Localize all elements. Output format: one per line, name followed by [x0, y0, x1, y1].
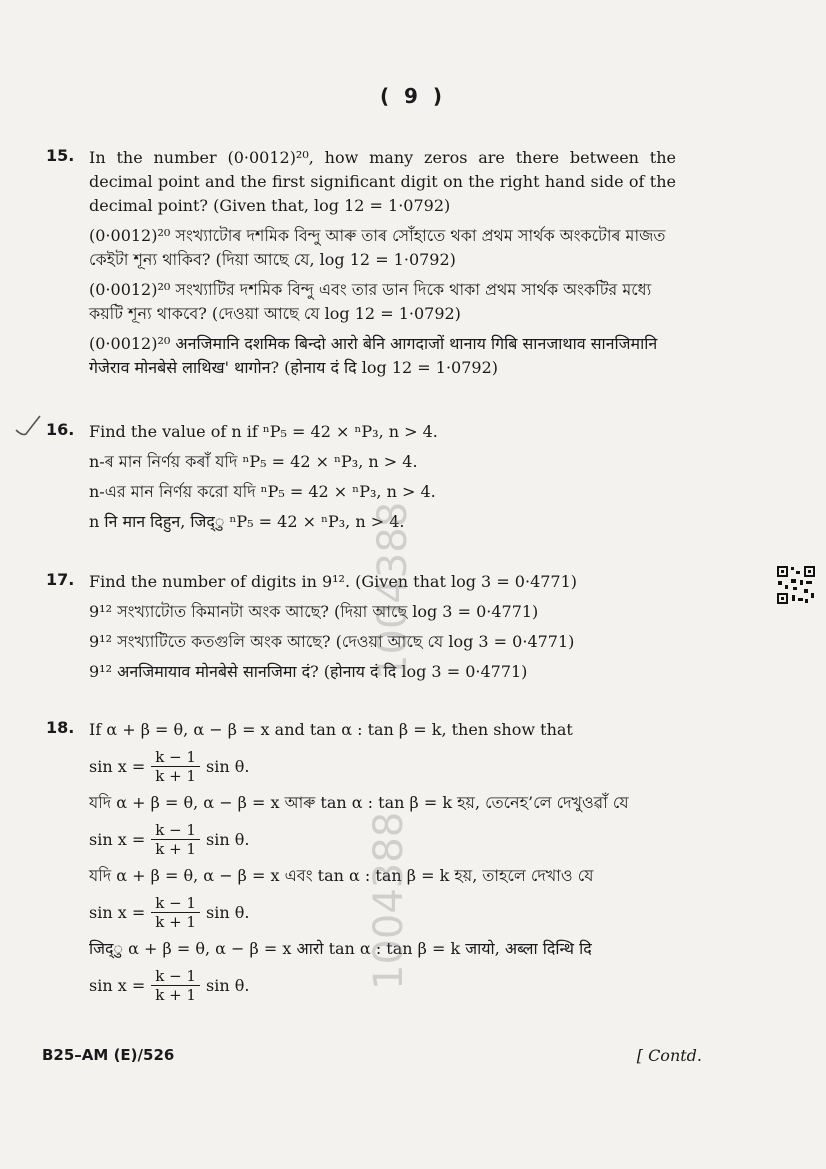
question-text-bodo: n नि मान दिहुन, जिद्ु ⁿP₅ = 42 × ⁿP₃, n > 4. — [89, 512, 405, 531]
question-number: 18. — [46, 718, 75, 737]
question-15 — [46, 146, 676, 386]
question-text-bengali: 9¹² সংখ্যাটিতে কতগুলি অংক আছে? (দেওয়া আছে যে log 3 = 0·4771) — [89, 632, 575, 651]
fraction-numerator: k − 1 — [151, 821, 200, 840]
question-text-english: In the number (0·0012)²⁰, how many zeros are there between the decimal point and the first significant digit on the right hand side of the decimal point? (Given that, log 12 = 1·0792) — [89, 148, 676, 215]
question-18 — [46, 718, 676, 1010]
formula-lhs: sin x = — [89, 902, 146, 922]
formula-lhs: sin x = — [89, 975, 146, 995]
fraction — [151, 967, 200, 1004]
fraction-denominator: k + 1 — [155, 767, 196, 785]
fraction-denominator: k + 1 — [155, 986, 196, 1004]
fraction-numerator: k − 1 — [151, 967, 200, 986]
question-text-english: Find the number of digits in 9¹². (Given that log 3 = 0·4771) — [89, 572, 578, 591]
formula-lhs: sin x = — [89, 829, 146, 849]
qr-code-icon — [776, 565, 816, 605]
question-number: 16. — [46, 420, 75, 439]
continued-label: [ Contd. — [636, 1046, 702, 1065]
question-text-assamese: 9¹² সংখ্যাটোত কিমানটা অংক আছে? (দিয়া আছে log 3 = 0·4771) — [89, 602, 539, 621]
formula-rhs: sin θ. — [205, 975, 250, 995]
question-text-bengali: যদি α + β = θ, α − β = x এবং tan α : tan β = k হয়, তাহলে দেখাও যে — [89, 866, 594, 885]
question-number: 17. — [46, 570, 75, 589]
question-text-english: If α + β = θ, α − β = x and tan α : tan β = k, then show that — [89, 720, 573, 739]
formula-rhs: sin θ. — [205, 902, 250, 922]
paper-code: B25–AM (E)/526 — [42, 1046, 175, 1064]
fraction-numerator: k − 1 — [151, 894, 200, 913]
question-16 — [46, 420, 676, 540]
fraction — [151, 821, 200, 858]
question-text-bodo: जिद्ु α + β = θ, α − β = x आरो tan α : tan β = k जायो, अब्ला दिन्थि दि — [89, 939, 592, 958]
watermark: 1004388 — [370, 501, 416, 680]
formula-rhs: sin θ. — [205, 829, 250, 849]
fraction-numerator: k − 1 — [151, 748, 200, 767]
question-text-assamese: n-ৰ মান নিৰ্ণয় কৰাঁ যদি ⁿP₅ = 42 × ⁿP₃, n > 4. — [89, 452, 418, 471]
page-number: ( 9 ) — [379, 84, 447, 108]
question-number: 15. — [46, 146, 75, 165]
question-text-bodo: (0·0012)²⁰ अनजिमानि दशमिक बिन्दो आरो बेनि आगदाजों थानाय गिबि सानजाथाव सानजिमानि गेजेराव मोनबेसे लाथिख' थागोन? (होनाय दं दि log 12 = 1·0792) — [89, 334, 658, 377]
formula — [89, 748, 676, 785]
fraction — [151, 748, 200, 785]
fraction-denominator: k + 1 — [155, 840, 196, 858]
question-text-english: Find the value of n if ⁿP₅ = 42 × ⁿP₃, n > 4. — [89, 422, 438, 441]
formula-lhs: sin x = — [89, 756, 146, 776]
fraction — [151, 894, 200, 931]
question-text-bodo: 9¹² अनजिमायाव मोनबेसे सानजिमा दं? (होनाय दं दि log 3 = 0·4771) — [89, 662, 528, 681]
watermark: 1004388 — [366, 811, 412, 990]
question-text-assamese: (0·0012)²⁰ সংখ্যাটোৰ দশমিক বিন্দু আৰু তাৰ সোঁহাতে থকা প্ৰথম সাৰ্থক অংকটোৰ মাজত কেইটা শূন্য থাকিব? (দিয়া আছে যে, log 12 = 1·0792) — [89, 226, 666, 269]
question-text-bengali: (0·0012)²⁰ সংখ্যাটির দশমিক বিন্দু এবং তার ডান দিকে থাকা প্রথম সার্থক অংকটির মধ্যে কয়টি শূন্য থাকবে? (দেওয়া আছে যে log 12 = 1·0792) — [89, 280, 652, 323]
question-17 — [46, 570, 676, 690]
tick-mark-icon — [14, 414, 42, 440]
formula-rhs: sin θ. — [205, 756, 250, 776]
question-text-assamese: যদি α + β = θ, α − β = x আৰু tan α : tan β = k হয়, তেনেহ’লে দেখুওৱাঁ যে — [89, 793, 629, 812]
fraction-denominator: k + 1 — [155, 913, 196, 931]
question-text-bengali: n-এর মান নির্ণয় করো যদি ⁿP₅ = 42 × ⁿP₃, n > 4. — [89, 482, 436, 501]
